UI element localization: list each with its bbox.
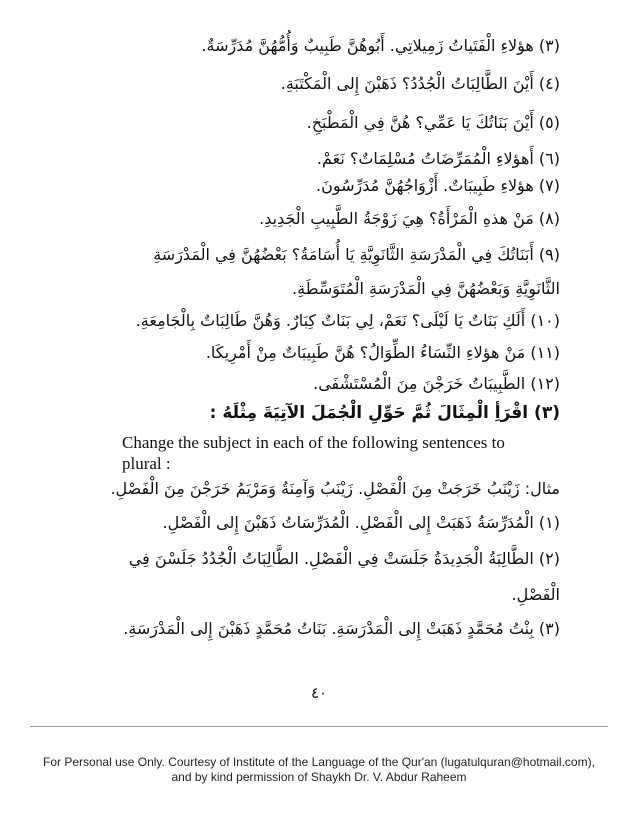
sentence-4: (٤) أَيْنَ الطَّالِبَاتُ الْجُدُدُ؟ ذَهَبْنَ إِلى الْمَكْتَبَةِ. bbox=[280, 74, 560, 93]
footer-divider bbox=[30, 726, 608, 727]
exercise-line-2: (٢) الطَّالِبَةُ الْجَدِيدَةُ جَلَسَتْ فِي الْفَصْلِ. الطَّالِبَاتُ الْجُدُدُ جَلَسْنَ فِي bbox=[128, 549, 560, 568]
exercise-line-2-continued: الْفَصْلِ. bbox=[511, 585, 560, 604]
sentence-3: (٣) هؤلاءِ الْفَتَياتُ زَمِيلاتِي. أَبُوهُنَّ طَبِيبٌ وَأُمُّهُنَّ مُدَرِّسَةٌ. bbox=[201, 36, 560, 55]
exercise-line-1: (١) الْمُدَرِّسَةُ ذَهَبَتْ إِلى الْفَصْلِ. الْمُدَرِّسَاتُ ذَهَبْنَ إِلى الْفَصْلِ. bbox=[162, 513, 560, 532]
sentence-6: (٦) أَهؤلاءِ الْمُمَرِّضَاتُ مُسْلِمَاتٌ؟ نَعَمْ. bbox=[316, 149, 560, 168]
sentence-9-continued: الثَّانَوِيَّةِ وَبَعْضُهُنَّ فِي الْمَدْرَسَةِ الْمُتَوَسِّطَةِ. bbox=[292, 279, 560, 298]
sentence-12: (١٢) الطَّبِيبَاتُ خَرَجْنَ مِنَ الْمُسْتَشْفَى. bbox=[313, 374, 560, 393]
footer-line-1: For Personal use Only. Courtesy of Institute of the Language of the Qur'an (lugatulquran@hotmail.com), bbox=[43, 755, 595, 769]
sentence-11: (١١) مَنْ هؤلاءِ النِّسَاءُ الطِّوَالُ؟ هُنَّ طَبِيبَاتٌ مِنْ أَمْرِيكَا. bbox=[205, 343, 560, 362]
exercise-heading: (٣) اقْرَأِ الْمِثَالَ ثُمَّ حَوِّلِ الْجُمَلَ الآتِيَةَ مِثْلَهُ : bbox=[209, 403, 560, 423]
exercise-line-3: (٣) بِنْتُ مُحَمَّدٍ ذَهَبَتْ إِلى الْمَدْرَسَةِ. بَنَاتُ مُحَمَّدٍ ذَهَبْنَ إِلى الْمَدْرَسَةِ. bbox=[123, 619, 560, 638]
example-line: مثال: زَيْنَبُ خَرَجَتْ مِنَ الْفَصْلِ. زَيْنَبُ وَآمِنَةُ وَمَرْيَمُ خَرَجْنَ مِنَ الْفَصْلِ. bbox=[110, 479, 560, 498]
sentence-10: (١٠) أَلَكِ بَنَاتٌ يَا لَيْلَى؟ نَعَمْ، لِي بَنَاتٌ كِبَارٌ. وَهُنَّ طَالِبَاتٌ بِالْجَامِعَةِ. bbox=[135, 311, 560, 330]
instruction-text: Change the subject in each of the following sentences to plural : bbox=[122, 433, 505, 473]
page-number: ٤٠ bbox=[310, 684, 328, 702]
footer-line-2: and by kind permission of Shaykh Dr. V. Abdur Raheem bbox=[171, 770, 467, 784]
footer-note bbox=[40, 755, 598, 785]
sentence-9: (٩) أَبَنَاتُكَ فِي الْمَدْرَسَةِ الثَّانَوِيَّةِ يَا أُسَامَةُ؟ بَعْضُهُنَّ فِي الْمَدْرَسَةِ bbox=[153, 245, 560, 264]
sentence-5: (٥) أَيْنَ بَنَاتُكَ يَا عَمِّي؟ هُنَّ فِي الْمَطْبَخِ. bbox=[306, 113, 560, 132]
sentence-7: (٧) هؤلاءِ طَبِيبَاتٌ. أَزْوَاجُهُنَّ مُدَرِّسُونَ. bbox=[315, 176, 560, 195]
sentence-8: (٨) مَنْ هذهِ الْمَرْأَةُ؟ هِيَ زَوْجَةُ الطَّبِيبِ الْجَدِيدِ. bbox=[259, 209, 560, 228]
